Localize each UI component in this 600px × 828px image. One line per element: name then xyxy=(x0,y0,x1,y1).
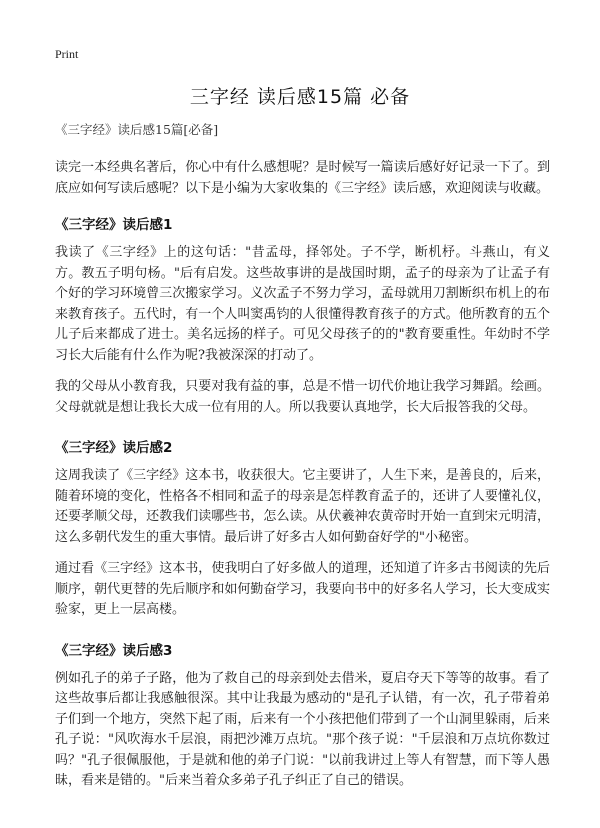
section-2-paragraph-1: 这周我读了《三字经》这本书，收获很大。它主要讲了，人生下来，是善良的，后来，随着环境的变化，性格各不相同和孟子的母亲是怎样教育孟子的，还讲了人要懂礼仪，还要孝顺父母，还教我们读哪些书，怎么读。从伏羲神农黄帝时开始一直到宋元明清，这么多朝代发生的重大事情。最后讲了好多古人如何勤奋好学的"小秘密。 xyxy=(55,468,550,545)
section-1-paragraph-2: 我的父母从小教育我，只要对我有益的事，总是不惜一切代价地让我学习舞蹈。绘画。父母就就是想让我长大成一位有用的人。所以我要认真地学，长大后报答我的父母。 xyxy=(55,379,550,415)
document-body xyxy=(55,120,550,803)
document-subtitle: 《三字经》读后感15篇[必备] xyxy=(55,122,219,137)
print-label[interactable]: Print xyxy=(55,47,79,61)
intro-paragraph: 读完一本经典名著后，你心中有什么感想呢？是时候写一篇读后感好好记录一下了。到底应如何写读后感呢？以下是小编为大家收集的《三字经》读后感，欢迎阅读与收藏。 xyxy=(55,160,550,196)
page-title: 三字经 读后感15篇 必备 xyxy=(189,86,411,108)
section-3-paragraph-1: 例如孔子的弟子子路，他为了救自己的母亲到处去借米，夏启夺天下等等的故事。看了这些故事后都让我感触很深。其中让我最为感动的"是孔子认错，有一次，孔子带着弟子们到一个地方，突然下起了雨，后来有一个小孩把他们带到了一个山洞里躲雨，后来孔子说："风吹海水千层浪，雨把沙滩万点坑。"那个孩子说："千层浪和万点坑你数过吗？"孔子很佩服他，于是就和他的弟子门说："以前我讲过上等人有智慧，而下等人愚昧，看来是错的。"后来当着众多弟子孔子纠正了自己的错误。 xyxy=(55,670,550,788)
section-1-paragraph-1: 我读了《三字经》上的这句话："昔孟母，择邻处。子不学，断机杼。斗燕山，有义方。教五子明句杨。"后有启发。这些故事讲的是战国时期，孟子的母亲为了让孟子有个好的学习环境曾三次搬家学习。义次孟子不努力学习，孟母就用刀割断织布机上的布来教育孩子。五代时，有一个人叫窦禹钧的人很懂得教育孩子的方式。他所教育的五个儿子后来都成了进士。美名远扬的样子。可见父母孩子的的"教育要重性。年幼时不学习长大后能有什么作为呢?我被深深的打动了。 xyxy=(55,245,550,363)
section-heading-2: 《三字经》读后感2 xyxy=(55,440,173,456)
section-heading-3: 《三字经》读后感3 xyxy=(55,642,173,659)
section-2-paragraph-2: 通过看《三字经》这本书，使我明白了好多做人的道理，还知道了许多古书阅读的先后顺序，朝代更替的先后顺序和如何勤奋学习，我要向书中的好多名人学习，长大变成实验家，更上一层高楼。 xyxy=(55,561,550,617)
section-heading-1: 《三字经》读后感1 xyxy=(55,217,173,233)
